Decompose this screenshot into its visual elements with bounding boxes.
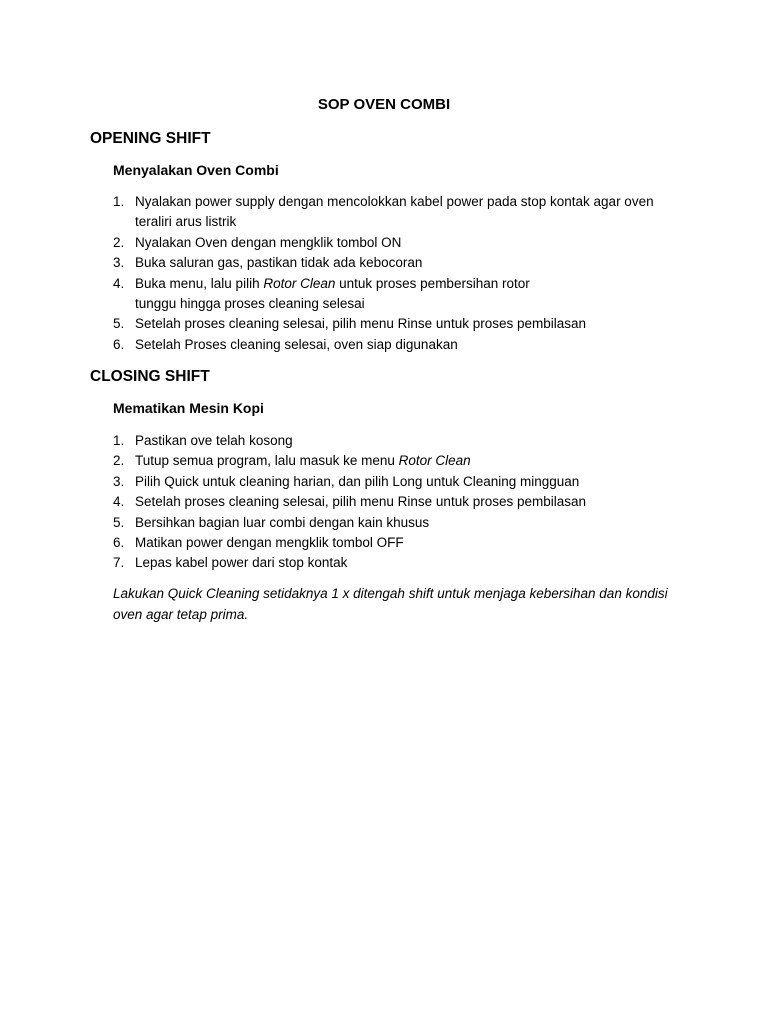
closing-steps-list xyxy=(113,431,683,574)
step-text-continued: teraliri arus listrik xyxy=(135,214,237,230)
step-text xyxy=(135,453,471,468)
list-item xyxy=(113,233,683,253)
step-number: 1. xyxy=(113,194,125,209)
step-text: Pastikan ove telah kosong xyxy=(135,433,293,448)
document-title: SOP OVEN COMBI xyxy=(317,96,451,113)
step-number: 4. xyxy=(113,494,125,510)
step-text: Setelah proses cleaning selesai, pilih menu Rinse untuk proses pembilasan xyxy=(135,316,587,332)
step-number: 2. xyxy=(113,453,125,469)
list-item xyxy=(113,492,683,512)
list-item xyxy=(113,274,683,315)
list-item xyxy=(113,513,683,533)
step-text xyxy=(135,274,683,294)
list-item xyxy=(113,335,683,355)
step-number: 6. xyxy=(113,336,125,352)
step-text: Nyalakan Oven dengan mengklik tombol ON xyxy=(135,234,402,250)
note-line-continued: oven agar tetap prima. xyxy=(113,606,249,622)
closing-shift-subheading: Mematikan Mesin Kopi xyxy=(113,400,264,416)
list-item xyxy=(113,253,683,273)
closing-shift-heading: CLOSING SHIFT xyxy=(90,368,210,385)
step-text-emphasis: Rotor Clean xyxy=(398,453,471,469)
step-number: 7. xyxy=(113,555,125,571)
step-number: 2. xyxy=(113,234,125,250)
step-text-pre: Tutup semua program, lalu masuk ke menu xyxy=(135,453,399,469)
opening-steps-list xyxy=(113,192,683,355)
step-number: 5. xyxy=(113,316,125,332)
opening-shift-subheading: Menyalakan Oven Combi xyxy=(113,162,279,178)
step-text-emphasis: Rotor Clean xyxy=(263,275,336,291)
step-text: Bersihkan bagian luar combi dengan kain khusus xyxy=(135,514,430,530)
step-text: Setelah proses cleaning selesai, pilih menu Rinse untuk proses pembilasan xyxy=(135,494,587,510)
step-text: Buka saluran gas, pastikan tidak ada kebocoran xyxy=(135,255,423,271)
opening-shift-heading: OPENING SHIFT xyxy=(90,130,211,147)
step-text: Setelah Proses cleaning selesai, oven siap digunakan xyxy=(135,336,458,352)
step-text-pre: Buka menu, lalu pilih xyxy=(135,275,264,291)
step-number: 3. xyxy=(113,473,125,489)
step-text: Lepas kabel power dari stop kontak xyxy=(135,555,348,571)
step-text-post: untuk proses pembersihan rotor xyxy=(335,275,530,291)
list-item xyxy=(113,431,683,451)
step-number: 4. xyxy=(113,275,125,291)
step-text: Pilih Quick untuk cleaning harian, dan pilih Long untuk Cleaning mingguan xyxy=(135,473,580,489)
list-item xyxy=(113,553,683,573)
list-item xyxy=(113,314,683,334)
cleaning-note xyxy=(113,584,683,626)
list-item xyxy=(113,472,683,492)
step-number: 1. xyxy=(113,433,125,448)
list-item xyxy=(113,451,683,471)
note-line: Lakukan Quick Cleaning setidaknya 1 x ditengah shift untuk menjaga kebersihan dan kondisi xyxy=(113,586,668,601)
step-number: 5. xyxy=(113,514,125,530)
list-item xyxy=(113,533,683,553)
step-number: 6. xyxy=(113,535,125,551)
step-text: Matikan power dengan mengklik tombol OFF xyxy=(135,535,404,551)
list-item xyxy=(113,192,683,233)
step-text: Nyalakan power supply dengan mencolokkan kabel power pada stop kontak agar oven xyxy=(135,194,654,209)
step-number: 3. xyxy=(113,255,125,271)
step-text-continued: tunggu hingga proses cleaning selesai xyxy=(135,296,365,312)
